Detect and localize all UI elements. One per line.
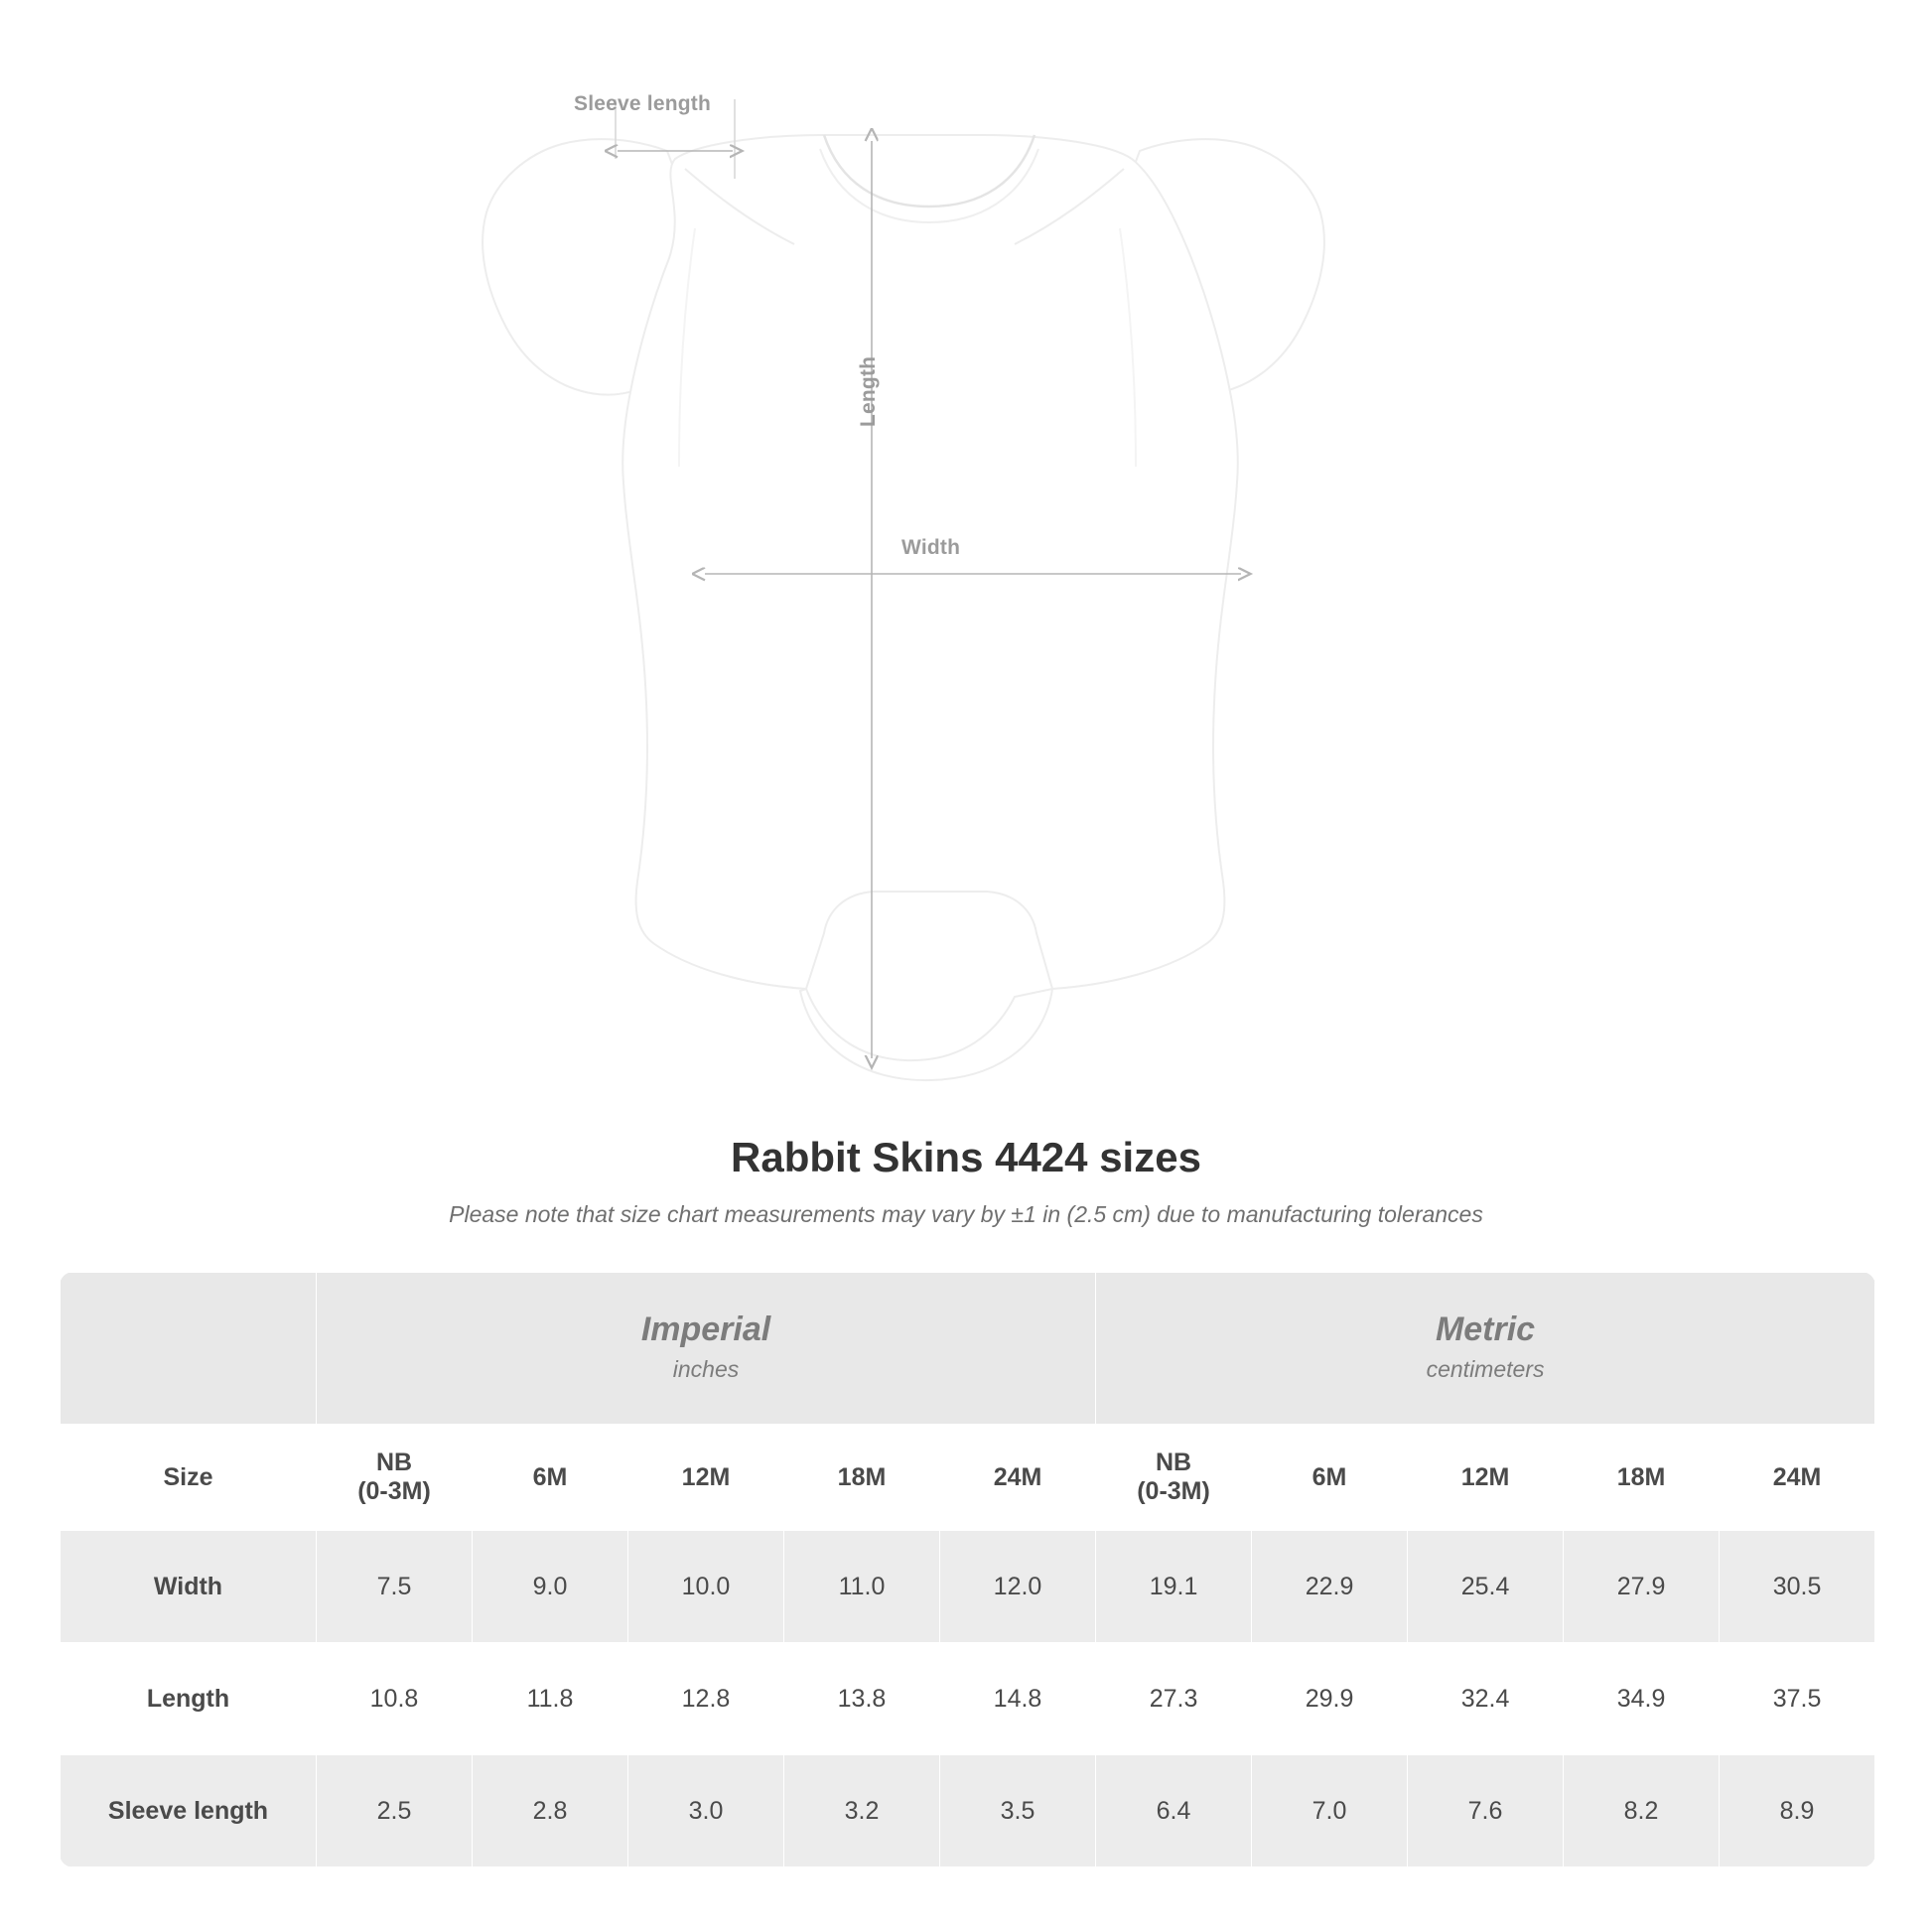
row-label-length: Length	[61, 1643, 317, 1755]
unit-imperial-sub: inches	[672, 1355, 740, 1382]
col-main: NB	[375, 1449, 413, 1476]
row-label-sleeve-length: Sleeve length	[61, 1755, 317, 1867]
cell-length-imperial-6m: 11.8	[473, 1643, 628, 1755]
length-label: Length	[857, 355, 880, 427]
col-main: NB	[1155, 1449, 1192, 1476]
cell-sleeve-imperial-24m: 3.5	[940, 1755, 1096, 1867]
cell-length-metric-6m: 29.9	[1252, 1643, 1408, 1755]
column-header-imperial-nb	[317, 1425, 473, 1531]
sleeve-length-label: Sleeve length	[574, 92, 711, 115]
column-header-metric-nb	[1096, 1425, 1252, 1531]
cell-width-metric-nb: 19.1	[1096, 1531, 1252, 1643]
cell-width-imperial-24m: 12.0	[940, 1531, 1096, 1643]
page-title: Rabbit Skins 4424 sizes	[731, 1134, 1201, 1180]
cell-sleeve-metric-12m: 7.6	[1408, 1755, 1564, 1867]
cell-length-imperial-24m: 14.8	[940, 1643, 1096, 1755]
cell-length-metric-12m: 32.4	[1408, 1643, 1564, 1755]
cell-width-metric-12m: 25.4	[1408, 1531, 1564, 1643]
unit-metric-sub: centimeters	[1426, 1355, 1545, 1382]
cell-length-metric-18m: 34.9	[1564, 1643, 1720, 1755]
cell-length-imperial-nb: 10.8	[317, 1643, 473, 1755]
cell-sleeve-imperial-12m: 3.0	[628, 1755, 784, 1867]
cell-width-metric-24m: 30.5	[1720, 1531, 1875, 1643]
width-label: Width	[901, 536, 961, 559]
cell-length-imperial-18m: 13.8	[784, 1643, 940, 1755]
table-row	[61, 1755, 1875, 1867]
cell-width-imperial-nb: 7.5	[317, 1531, 473, 1643]
column-header-metric-18m: 18M	[1564, 1425, 1720, 1531]
unit-header-spacer	[61, 1273, 317, 1425]
unit-metric-name: Metric	[1435, 1311, 1536, 1349]
cell-sleeve-metric-6m: 7.0	[1252, 1755, 1408, 1867]
column-header-row	[61, 1425, 1875, 1531]
cell-sleeve-metric-18m: 8.2	[1564, 1755, 1720, 1867]
row-label-width: Width	[61, 1531, 317, 1643]
column-header-size: Size	[61, 1425, 317, 1531]
col-sub: (0-3M)	[1137, 1477, 1210, 1505]
cell-width-imperial-12m: 10.0	[628, 1531, 784, 1643]
cell-width-imperial-6m: 9.0	[473, 1531, 628, 1643]
column-header-imperial-6m: 6M	[473, 1425, 628, 1531]
column-header-metric-6m: 6M	[1252, 1425, 1408, 1531]
size-table-container	[60, 1272, 1872, 1867]
cell-width-imperial-18m: 11.0	[784, 1531, 940, 1643]
unit-header-metric	[1096, 1273, 1875, 1425]
column-header-metric-12m: 12M	[1408, 1425, 1564, 1531]
cell-width-metric-18m: 27.9	[1564, 1531, 1720, 1643]
unit-header-imperial	[317, 1273, 1096, 1425]
tolerance-note: Please note that size chart measurements may vary by ±1 in (2.5 cm) due to manufacturing tolerances	[449, 1201, 1483, 1227]
cell-length-metric-24m: 37.5	[1720, 1643, 1875, 1755]
cell-width-metric-6m: 22.9	[1252, 1531, 1408, 1643]
cell-sleeve-metric-24m: 8.9	[1720, 1755, 1875, 1867]
cell-sleeve-imperial-18m: 3.2	[784, 1755, 940, 1867]
unit-header-row	[61, 1273, 1875, 1425]
cell-sleeve-metric-nb: 6.4	[1096, 1755, 1252, 1867]
column-header-metric-24m: 24M	[1720, 1425, 1875, 1531]
table-row	[61, 1531, 1875, 1643]
table-row	[61, 1643, 1875, 1755]
column-header-imperial-12m: 12M	[628, 1425, 784, 1531]
size-table	[60, 1272, 1875, 1867]
title-block	[0, 1134, 1932, 1228]
cell-sleeve-imperial-6m: 2.8	[473, 1755, 628, 1867]
column-header-imperial-24m: 24M	[940, 1425, 1096, 1531]
unit-imperial-name: Imperial	[640, 1311, 771, 1349]
column-header-imperial-18m: 18M	[784, 1425, 940, 1531]
col-sub: (0-3M)	[357, 1477, 431, 1505]
cell-length-imperial-12m: 12.8	[628, 1643, 784, 1755]
cell-length-metric-nb: 27.3	[1096, 1643, 1252, 1755]
cell-sleeve-imperial-nb: 2.5	[317, 1755, 473, 1867]
